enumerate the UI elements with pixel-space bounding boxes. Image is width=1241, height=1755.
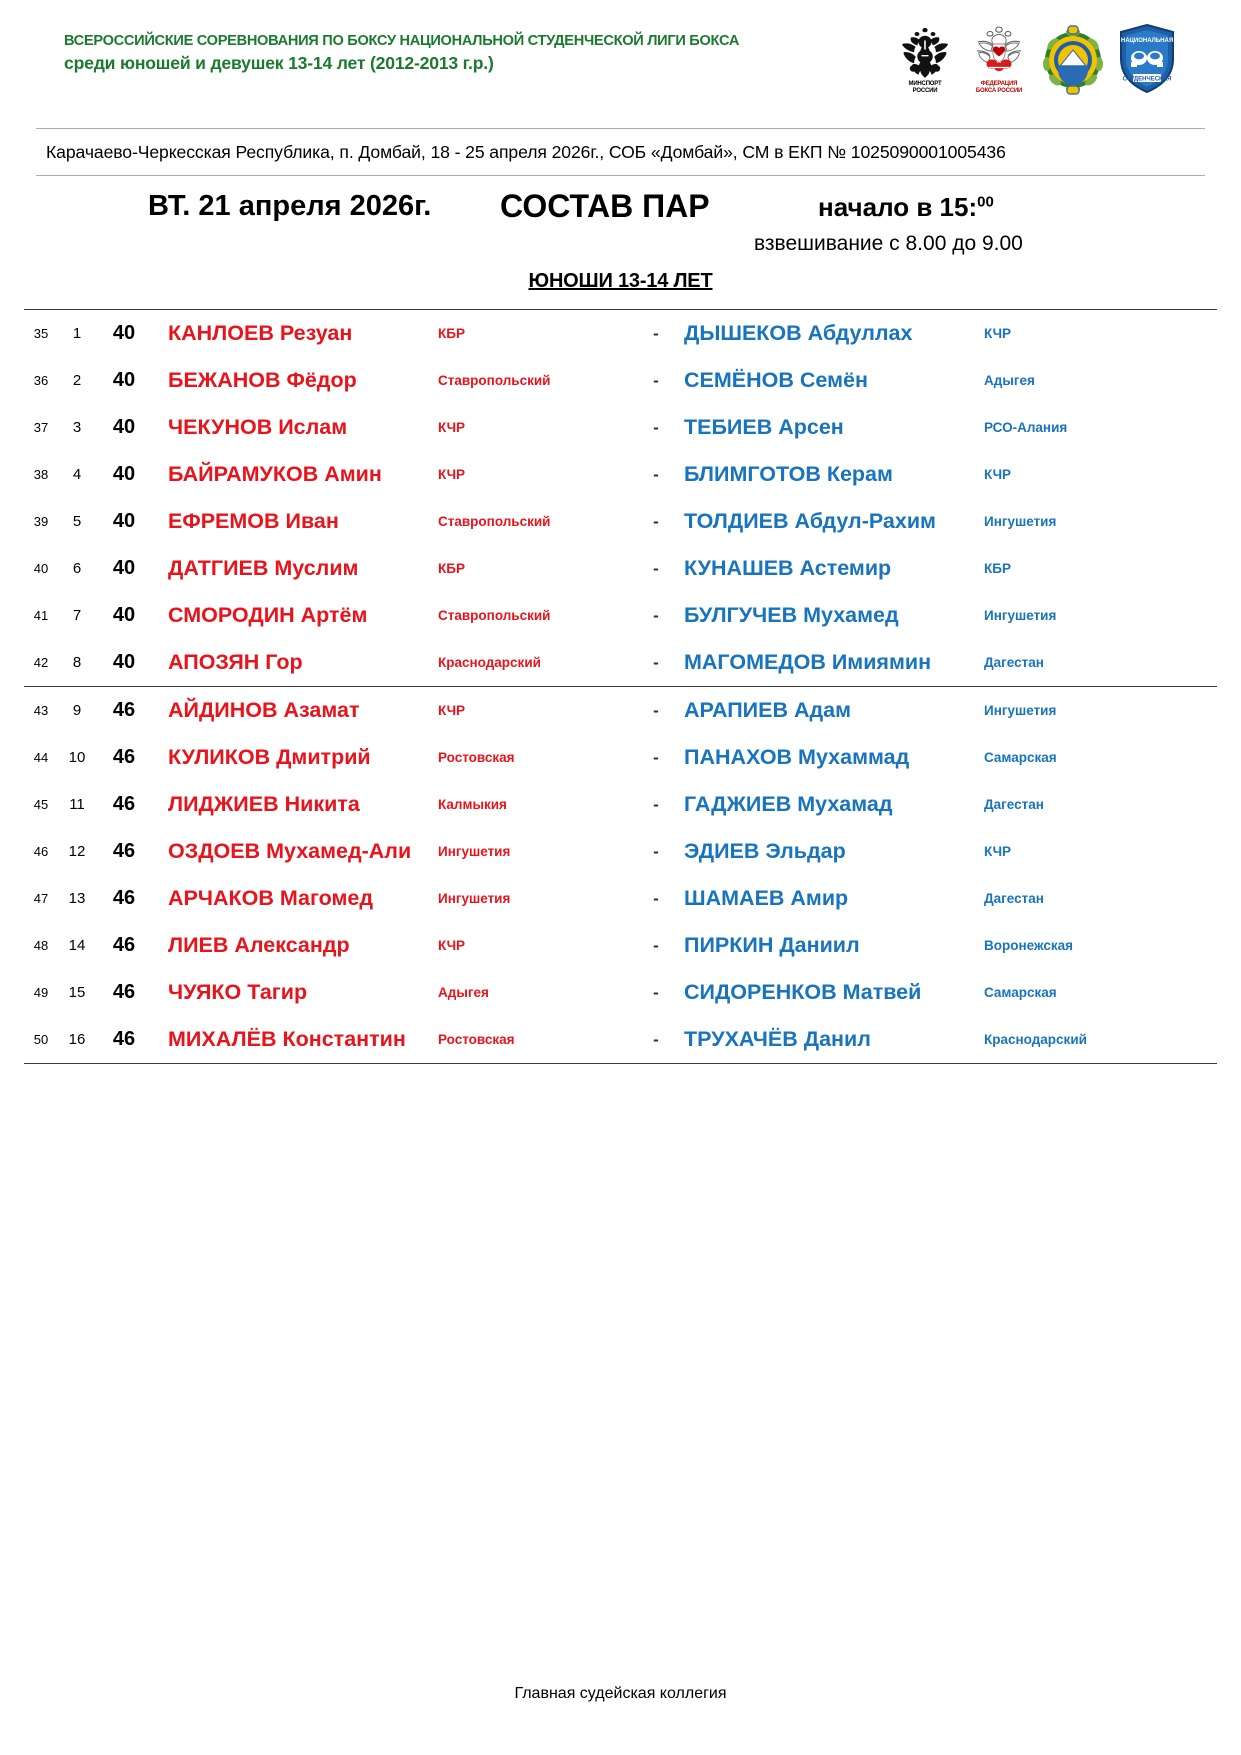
bout-pair-number: 9 — [58, 687, 96, 735]
bout-order-number: 50 — [24, 1016, 58, 1064]
blue-corner-region: Ингушетия — [984, 514, 1057, 529]
table-row — [24, 357, 1217, 404]
bout-order-number: 40 — [33, 561, 49, 576]
versus-dash: - — [653, 464, 659, 484]
page-title: СОСТАВ ПАР — [500, 188, 710, 224]
red-corner-region: Ростовская — [438, 1016, 628, 1064]
start-time — [818, 192, 994, 223]
blue-corner-name: ШАМАЕВ Амир — [684, 886, 849, 910]
bout-order-number: 35 — [24, 310, 58, 358]
red-corner-name: АПОЗЯН Гор — [168, 650, 303, 674]
kchr-emblem-logo — [1041, 22, 1105, 100]
blue-corner-name: СИДОРЕНКОВ Матвей — [684, 980, 922, 1004]
blue-corner-name: БЛИМГОТОВ Керам — [684, 462, 893, 486]
bout-order-number: 48 — [33, 938, 49, 953]
weight-category: 46 — [112, 793, 136, 815]
table-row — [24, 310, 1217, 358]
blue-corner-region: Самарская — [984, 750, 1057, 765]
red-corner-region: КЧР — [438, 687, 628, 735]
versus-dash: - — [653, 935, 659, 955]
blue-corner-name: ПИРКИН Даниил — [684, 933, 860, 957]
weight-category: 40 — [112, 463, 136, 485]
table-row — [24, 781, 1217, 828]
session-date: ВТ. 21 апреля 2026г. — [148, 190, 432, 222]
federaciya-caption-line1: ФЕДЕРАЦИЯ — [980, 81, 1018, 87]
red-corner-name: ЧУЯКО Тагир — [168, 980, 308, 1004]
weight-category: 46 — [112, 934, 136, 956]
student-boxing-league-shield-icon — [1115, 22, 1179, 96]
red-corner-region: КБР — [438, 310, 628, 358]
red-corner-name: БЕЖАНОВ Фёдор — [168, 368, 357, 392]
red-corner-region: Ставропольский — [438, 608, 551, 623]
red-corner-name: ЕФРЕМОВ Иван — [168, 509, 339, 533]
header-title-block — [64, 32, 804, 75]
table-row — [24, 828, 1217, 875]
minsport-rossii-logo — [893, 22, 957, 100]
bout-pair-number: 8 — [72, 654, 82, 671]
document-header — [0, 0, 1241, 128]
table-row — [24, 687, 1217, 735]
red-corner-name: АЙДИНОВ Азамат — [152, 687, 438, 735]
table-row — [24, 545, 1217, 592]
weight-category: 46 — [112, 887, 136, 909]
eagle-with-boxing-gloves-icon — [967, 22, 1031, 80]
weight-category: 46 — [96, 687, 152, 735]
bout-pair-number: 5 — [72, 513, 82, 530]
weight-category: 40 — [112, 416, 136, 438]
red-corner-region: Ставропольский — [438, 373, 551, 388]
bout-order-number: 39 — [33, 514, 49, 529]
blue-corner-region: Дагестан — [984, 891, 1044, 906]
red-corner-region: Адыгея — [438, 985, 489, 1000]
blue-corner-region: Адыгея — [984, 373, 1035, 388]
bout-pair-number: 1 — [58, 310, 96, 358]
versus-dash: - — [628, 1016, 684, 1064]
bout-pair-number: 6 — [72, 560, 82, 577]
federaciya-boksa-rossii-logo — [967, 22, 1031, 100]
bout-pair-number: 10 — [68, 749, 86, 766]
blue-corner-region: Самарская — [984, 985, 1057, 1000]
competition-title-line1: ВСЕРОССИЙСКИЕ СОРЕВНОВАНИЯ ПО БОКСУ НАЦИОНАЛЬНОЙ СТУДЕНЧЕСКОЙ ЛИГИ БОКСА — [64, 32, 740, 49]
minsport-logo-caption — [893, 81, 957, 95]
red-corner-region: КЧР — [438, 467, 466, 482]
bout-order-number: 44 — [33, 750, 49, 765]
bout-order-number: 37 — [33, 420, 49, 435]
bout-pair-number: 11 — [69, 796, 85, 813]
blue-corner-name: МАГОМЕДОВ Имиямин — [684, 650, 932, 674]
start-time-minutes: 00 — [977, 193, 994, 211]
table-row — [24, 404, 1217, 451]
red-corner-region: Ингушетия — [438, 891, 511, 906]
blue-corner-name: ПАНАХОВ Мухаммад — [684, 745, 910, 769]
versus-dash: - — [653, 652, 659, 672]
red-corner-name: КАНЛОЕВ Резуан — [152, 310, 438, 358]
versus-dash: - — [653, 370, 659, 390]
bout-order-number: 43 — [24, 687, 58, 735]
red-corner-name: МИХАЛЁВ Константин — [152, 1016, 438, 1064]
table-row — [24, 969, 1217, 1016]
bout-pair-number: 16 — [58, 1016, 96, 1064]
blue-corner-name: СЕМЁНОВ Семён — [684, 368, 868, 392]
versus-dash: - — [653, 558, 659, 578]
logo-strip — [893, 22, 1179, 100]
blue-corner-name: КУНАШЕВ Астемир — [684, 556, 892, 580]
table-row — [24, 639, 1217, 687]
blue-corner-region: КЧР — [984, 844, 1012, 859]
weight-category: 40 — [112, 557, 136, 579]
red-corner-region: КЧР — [438, 938, 466, 953]
venue-line: Карачаево-Черкесская Республика, п. Домбай, 18 - 25 апреля 2026г., СОБ «Домбай», СМ в ЕКП № 1025090001005436 — [46, 141, 1006, 162]
federaciya-caption-line2: БОКСА РОССИИ — [975, 87, 1023, 94]
bout-pair-number: 12 — [68, 843, 86, 860]
table-row — [24, 1016, 1217, 1064]
bout-order-number: 47 — [33, 891, 49, 906]
venue-strip — [36, 129, 1205, 175]
weight-category: 40 — [112, 510, 136, 532]
svg-text:НАЦИОНАЛЬНАЯ: НАЦИОНАЛЬНАЯ — [1120, 38, 1174, 44]
blue-corner-region: Ингушетия — [984, 608, 1057, 623]
red-corner-region: КБР — [438, 561, 465, 576]
blue-corner-region: КЧР — [984, 310, 1217, 358]
bout-pair-number: 2 — [72, 372, 82, 389]
red-corner-name: ЛИЕВ Александр — [168, 933, 350, 957]
bout-pair-number: 7 — [72, 607, 82, 624]
blue-corner-name: ДЫШЕКОВ Абдуллах — [684, 310, 984, 358]
bout-pair-number: 15 — [68, 984, 86, 1001]
blue-corner-region: Ингушетия — [984, 687, 1217, 735]
federaciya-logo-caption — [967, 81, 1031, 95]
bout-order-number: 45 — [33, 797, 49, 812]
red-corner-region: Ингушетия — [438, 844, 511, 859]
weight-category: 46 — [112, 840, 136, 862]
red-corner-name: ЧЕКУНОВ Ислам — [168, 415, 348, 439]
karachay-cherkess-emblem-icon — [1041, 22, 1105, 96]
table-row — [24, 875, 1217, 922]
weight-category: 46 — [96, 1016, 152, 1064]
blue-corner-name: ТЕБИЕВ Арсен — [684, 415, 844, 439]
red-corner-region: Калмыкия — [438, 797, 507, 812]
red-corner-region: КЧР — [438, 420, 466, 435]
weight-category: 40 — [112, 369, 136, 391]
bout-pair-number: 14 — [68, 937, 86, 954]
blue-corner-name: ГАДЖИЕВ Мухамад — [684, 792, 893, 816]
bout-pair-number: 13 — [68, 890, 86, 907]
blue-corner-name: ТРУХАЧЁВ Данил — [684, 1016, 984, 1064]
weighing-time: взвешивание с 8.00 до 9.00 — [754, 232, 1023, 255]
red-corner-name: СМОРОДИН Артём — [168, 603, 368, 627]
red-corner-region: Ростовская — [438, 750, 515, 765]
weight-category: 46 — [112, 746, 136, 768]
bout-order-number: 42 — [33, 655, 49, 670]
blue-corner-region: Воронежская — [984, 938, 1074, 953]
versus-dash: - — [653, 982, 659, 1002]
svg-text:СТУДЕНЧЕСКАЯ: СТУДЕНЧЕСКАЯ — [1122, 76, 1172, 83]
main-heading-row — [36, 176, 1205, 264]
bout-order-number: 46 — [33, 844, 49, 859]
bout-order-number: 36 — [33, 373, 49, 388]
weight-category: 40 — [96, 310, 152, 358]
bout-pair-number: 4 — [72, 466, 82, 483]
table-row — [24, 498, 1217, 545]
blue-corner-region: КЧР — [984, 467, 1012, 482]
competition-title-line2: среди юношей и девушек 13-14 лет (2012-2013 г.р.) — [64, 53, 494, 74]
table-row — [24, 451, 1217, 498]
versus-dash: - — [653, 511, 659, 531]
blue-corner-region: Дагестан — [984, 655, 1044, 670]
red-corner-name: ДАТГИЕВ Муслим — [168, 556, 359, 580]
bout-pair-number: 3 — [72, 419, 82, 436]
footer: Главная судейская коллегия — [514, 1685, 727, 1702]
blue-corner-region: Дагестан — [984, 797, 1044, 812]
blue-corner-name: БУЛГУЧЕВ Мухамед — [684, 603, 899, 627]
bout-order-number: 41 — [33, 608, 49, 623]
weight-category: 46 — [112, 981, 136, 1003]
studencheskaya-liga-boksa-logo — [1115, 22, 1179, 100]
blue-corner-name: АРАПИЕВ Адам — [684, 687, 984, 735]
section-title: ЮНОШИ 13-14 ЛЕТ — [528, 270, 713, 292]
red-corner-region: Краснодарский — [438, 655, 541, 670]
bouts-table-body — [24, 310, 1217, 1064]
table-row — [24, 922, 1217, 969]
blue-corner-region: РСО-Алания — [984, 420, 1068, 435]
table-row — [24, 734, 1217, 781]
red-corner-name: АРЧАКОВ Магомед — [168, 886, 374, 910]
minsport-caption-line1: МИНСПОРТ — [908, 81, 942, 87]
bouts-table — [24, 309, 1217, 1064]
blue-corner-name: ТОЛДИЕВ Абдул-Рахим — [684, 509, 936, 533]
table-row — [24, 592, 1217, 639]
weight-category: 40 — [112, 604, 136, 626]
bout-order-number: 38 — [33, 467, 49, 482]
red-corner-region: Ставропольский — [438, 514, 551, 529]
versus-dash: - — [653, 794, 659, 814]
versus-dash: - — [653, 417, 659, 437]
blue-corner-region: Краснодарский — [984, 1016, 1217, 1064]
blue-corner-region: КБР — [984, 561, 1011, 576]
versus-dash: - — [653, 841, 659, 861]
versus-dash: - — [653, 888, 659, 908]
red-corner-name: ОЗДОЕВ Мухамед-Али — [168, 839, 412, 863]
red-corner-name: БАЙРАМУКОВ Амин — [168, 462, 382, 486]
red-corner-name: КУЛИКОВ Дмитрий — [168, 745, 371, 769]
red-corner-name: ЛИДЖИЕВ Никита — [168, 792, 360, 816]
versus-dash: - — [628, 687, 684, 735]
weight-category: 40 — [112, 651, 136, 673]
start-time-label: начало в 15: — [818, 192, 978, 222]
bout-order-number: 49 — [33, 985, 49, 1000]
minsport-caption-line2: РОССИИ — [912, 87, 938, 94]
versus-dash: - — [628, 310, 684, 358]
versus-dash: - — [653, 747, 659, 767]
versus-dash: - — [653, 605, 659, 625]
double-headed-eagle-black-icon — [893, 22, 957, 80]
blue-corner-name: ЭДИЕВ Эльдар — [684, 839, 846, 863]
